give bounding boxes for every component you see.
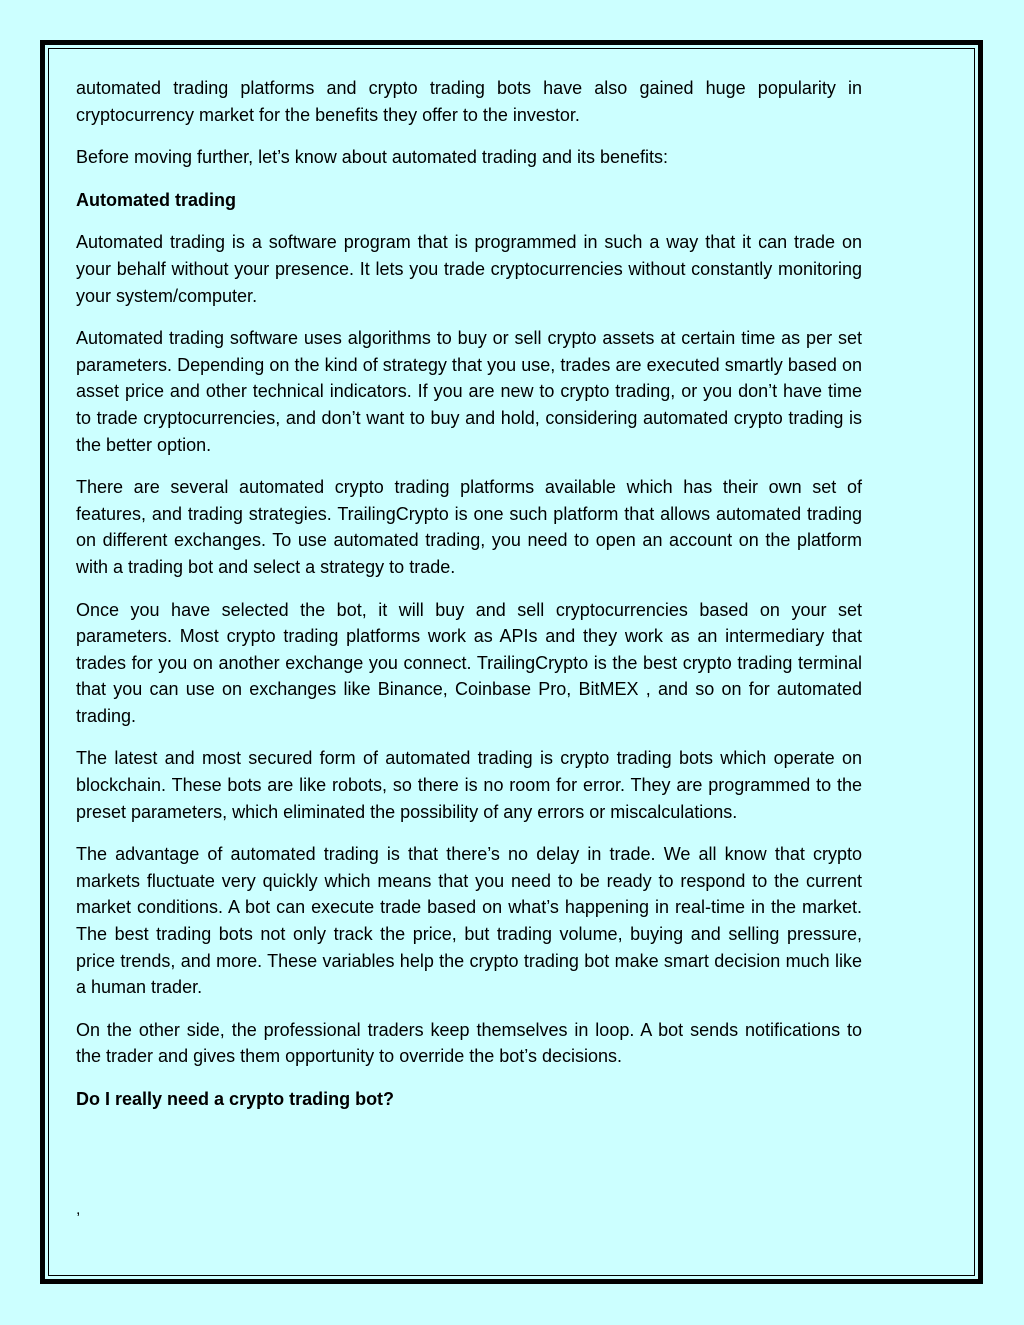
section-heading: Automated trading	[76, 189, 236, 210]
paragraph: There are several automated crypto trading platforms available which has their own set of features, and trading strategies. TrailingCrypto is one such platform that allows automated trading on different exchanges. To use automated trading, you need to open an account on the platform with a trading bot and select a strategy to trade.	[76, 477, 862, 577]
paragraph: Automated trading software uses algorithms to buy or sell crypto assets at certain time as per set parameters. Depending on the kind of strategy that you use, trades are executed smartly based on asset price and other technical indicators. If you are new to crypto trading, or you don’t have time to trade cryptocurrencies, and don’t want to buy and hold, considering automated crypto trading is the better option.	[76, 328, 862, 455]
footnote-mark: ,	[76, 1201, 81, 1218]
paragraph: The latest and most secured form of automated trading is crypto trading bots which operate on blockchain. These bots are like robots, so there is no room for error. They are programmed to the preset parameters, which eliminated the possibility of any errors or miscalculations.	[76, 748, 862, 822]
paragraph: Once you have selected the bot, it will buy and sell cryptocurrencies based on your set parameters. Most crypto trading platforms work as APIs and they work as an intermediary that trades for you on another exchange you connect. TrailingCrypto is the best crypto trading terminal that you can use on exchanges like Binance, Coinbase Pro, BitMEX , and so on for automated trading.	[76, 599, 862, 726]
paragraph: Before moving further, let’s know about automated trading and its benefits:	[76, 147, 669, 168]
document-body	[76, 75, 862, 1129]
section-heading: Do I really need a crypto trading bot?	[76, 1089, 395, 1109]
paragraph: The advantage of automated trading is that there’s no delay in trade. We all know that crypto markets fluctuate very quickly which means that you need to be ready to respond to the current market conditions. A bot can execute trade based on what’s happening in real-time in the market. The best trading bots not only track the price, but trading volume, buying and selling pressure, price trends, and more. These variables help the crypto trading bot make smart decision much like a human trader.	[76, 844, 862, 998]
paragraph: automated trading platforms and crypto trading bots have also gained huge popularity in cryptocurrency market for the benefits they offer to the investor.	[76, 78, 862, 125]
paragraph: Automated trading is a software program that is programmed in such a way that it can trade on your behalf without your presence. It lets you trade cryptocurrencies without constantly monitoring your system/computer.	[76, 232, 862, 306]
paragraph: On the other side, the professional traders keep themselves in loop. A bot sends notifications to the trader and gives them opportunity to override the bot’s decisions.	[76, 1019, 862, 1067]
